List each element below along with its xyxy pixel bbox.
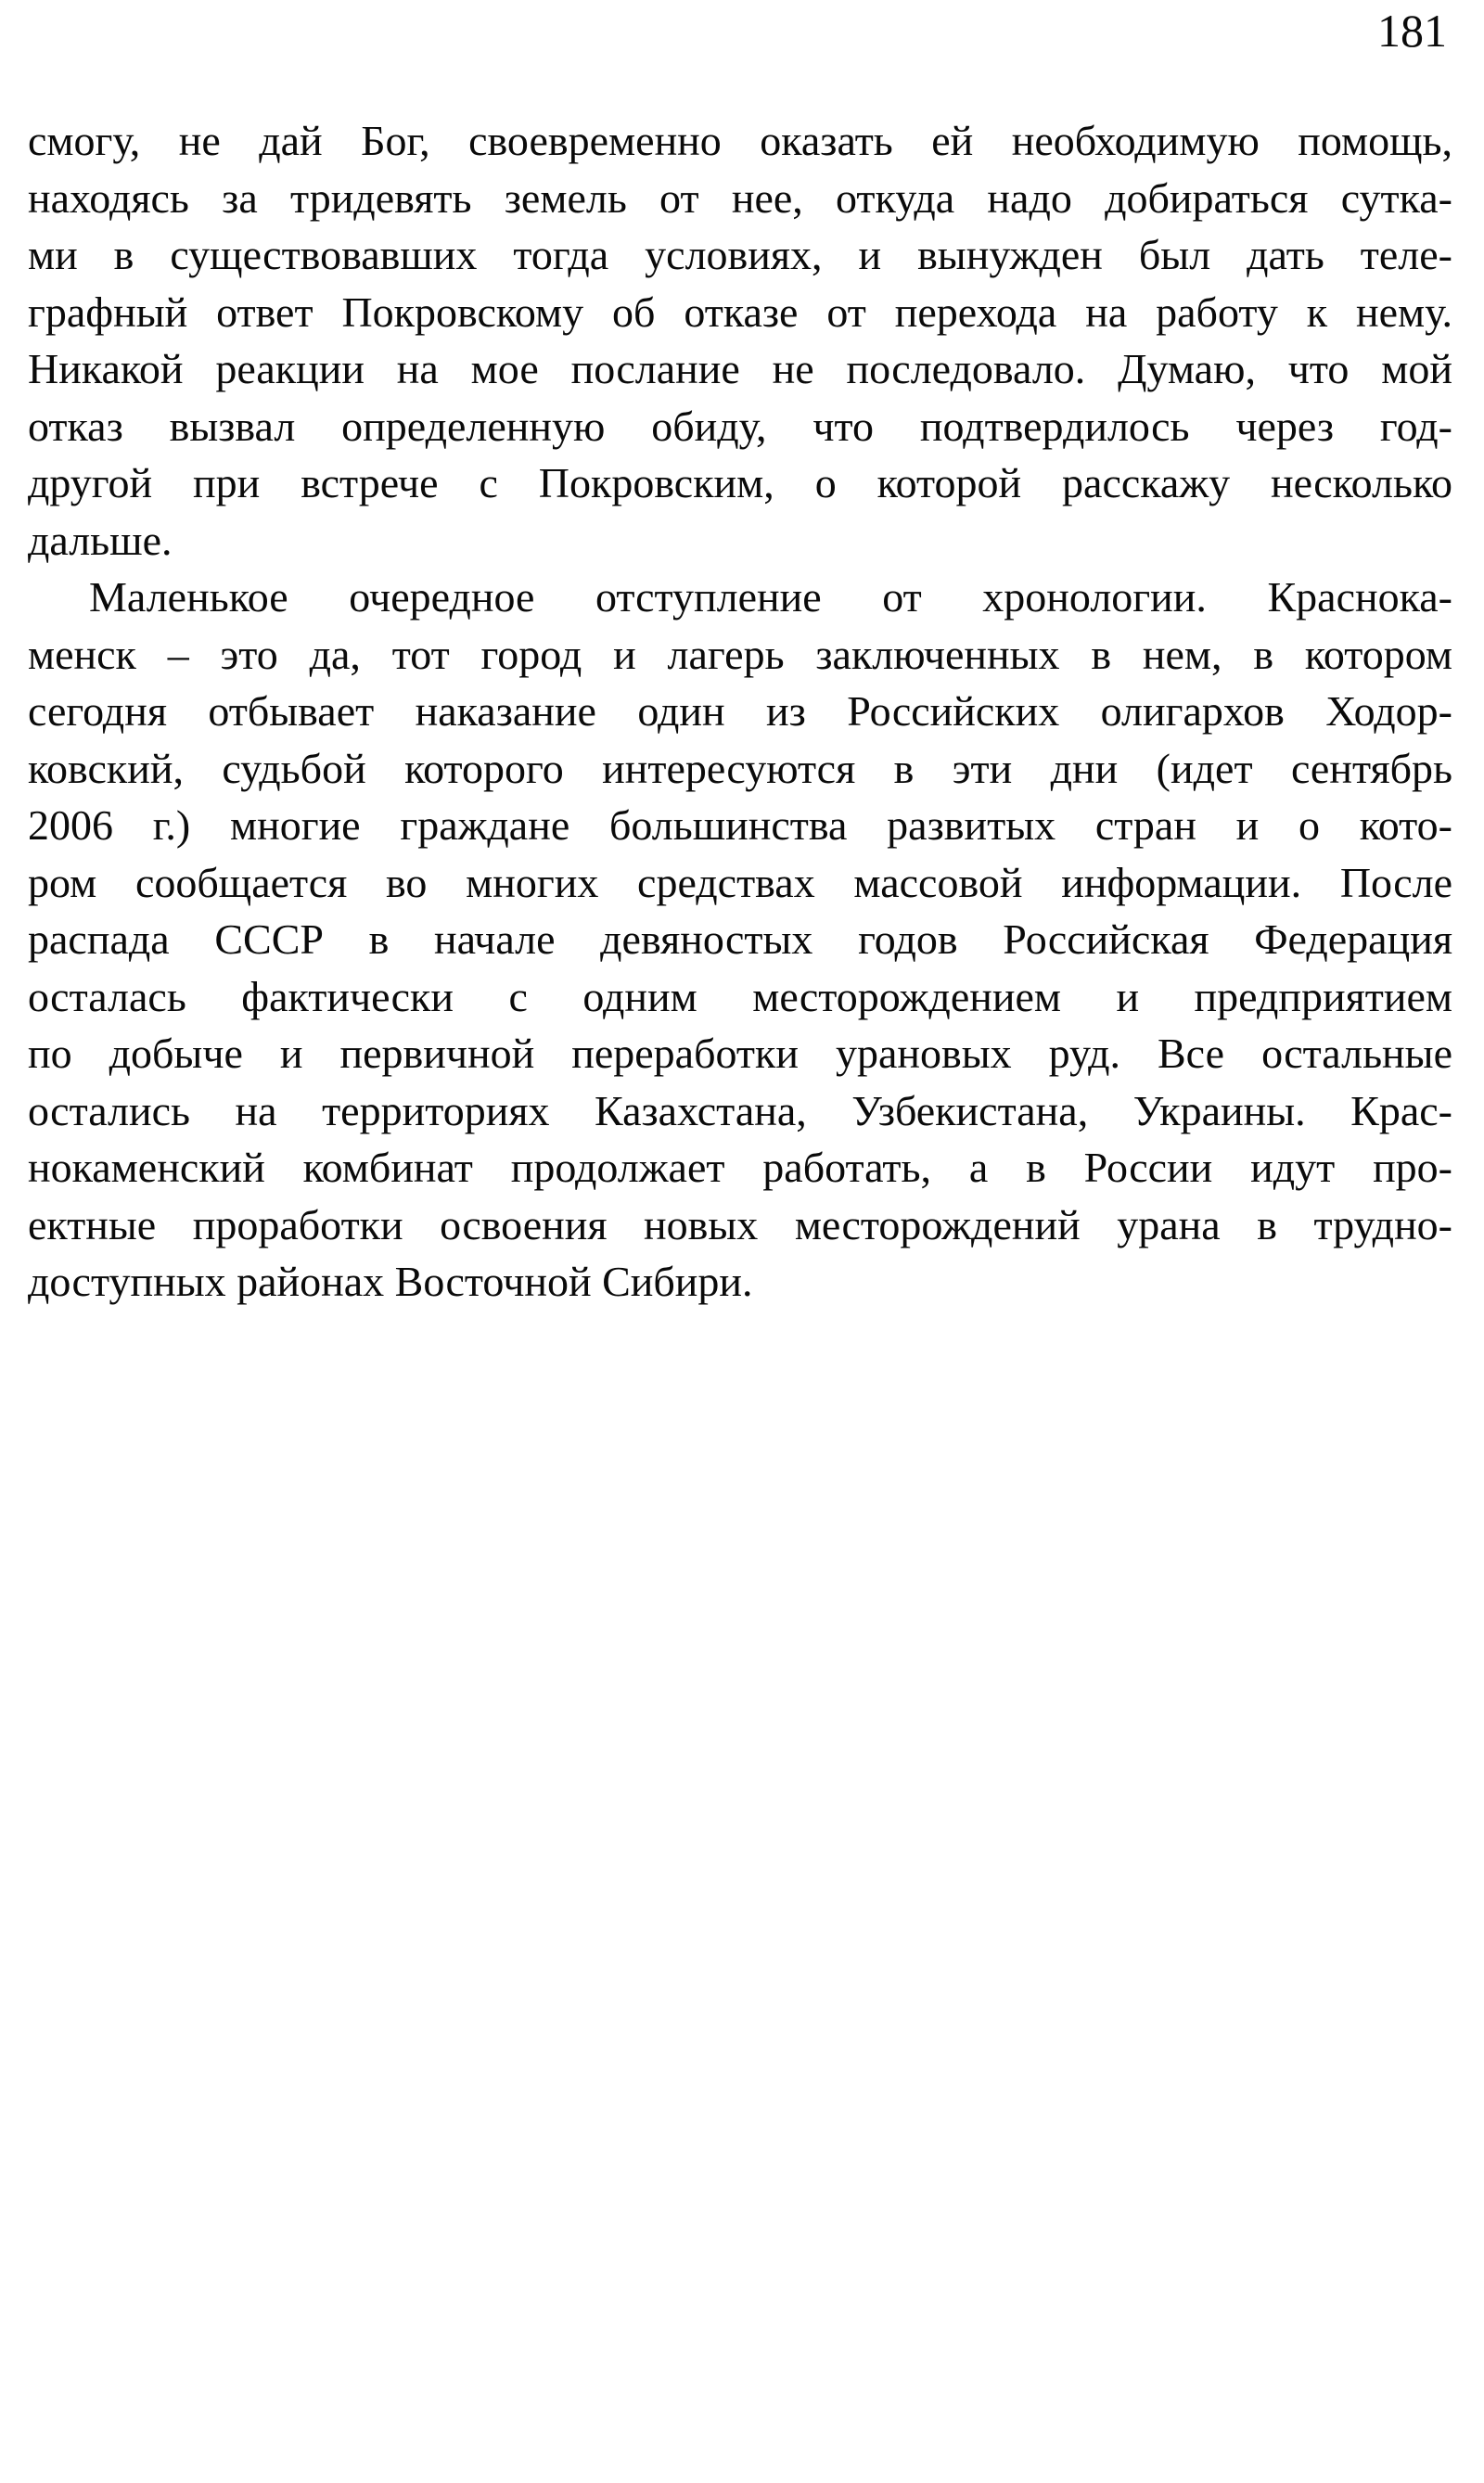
text-line: графный ответ Покровскому об отказе от перехода на работу к нему.: [28, 288, 1452, 336]
text-line: Маленькое очередное отступление от хронологии. Краснока-: [89, 573, 1452, 621]
text-line: 2006 г.) многие граждане большинства развитых стран и о кото-: [28, 801, 1452, 849]
text-line: ковский, судьбой которого интересуются в эти дни (идет сентябрь: [28, 744, 1452, 792]
text-line: Никакой реакции на мое послание не последовало. Думаю, что мой: [28, 345, 1452, 392]
text-line: смогу, не дай Бог, своевременно оказать ей необходимую помощь,: [28, 117, 1452, 164]
text-line: менск – это да, тот город и лагерь заключенных в нем, в котором: [28, 630, 1452, 678]
text-line: отказ вызвал определенную обиду, что подтвердилось через год-: [28, 402, 1452, 450]
text-line: сегодня отбывает наказание один из Российских олигархов Ходор-: [28, 687, 1452, 735]
text-line: ми в существовавших тогда условиях, и вынужден был дать теле-: [28, 231, 1452, 278]
paragraph: [28, 112, 1452, 569]
paragraph: [28, 569, 1452, 1311]
text-line: доступных районах Восточной Сибири.: [28, 1258, 753, 1305]
page-number: 181: [1377, 5, 1447, 57]
text-line: другой при встрече с Покровским, о которой расскажу несколько: [28, 459, 1452, 506]
text-line: осталась фактически с одним месторождением и предприятием: [28, 972, 1452, 1020]
text-block: [28, 112, 1452, 1311]
text-line: по добыче и первичной переработки урановых руд. Все остальные: [28, 1030, 1452, 1077]
text-line: распада СССР в начале девяностых годов Российская Федерация: [28, 915, 1452, 963]
text-line: остались на территориях Казахстана, Узбекистана, Украины. Крас-: [28, 1086, 1452, 1134]
text-line: ектные проработки освоения новых месторождений урана в трудно-: [28, 1200, 1452, 1248]
text-line: находясь за тридевять земель от нее, откуда надо добираться сутка-: [28, 173, 1452, 222]
text-line: нокаменский комбинат продолжает работать, а в России идут про-: [28, 1144, 1452, 1191]
text-line: дальше.: [28, 516, 173, 564]
text-line: ром сообщается во многих средствах массовой информации. После: [28, 858, 1452, 906]
